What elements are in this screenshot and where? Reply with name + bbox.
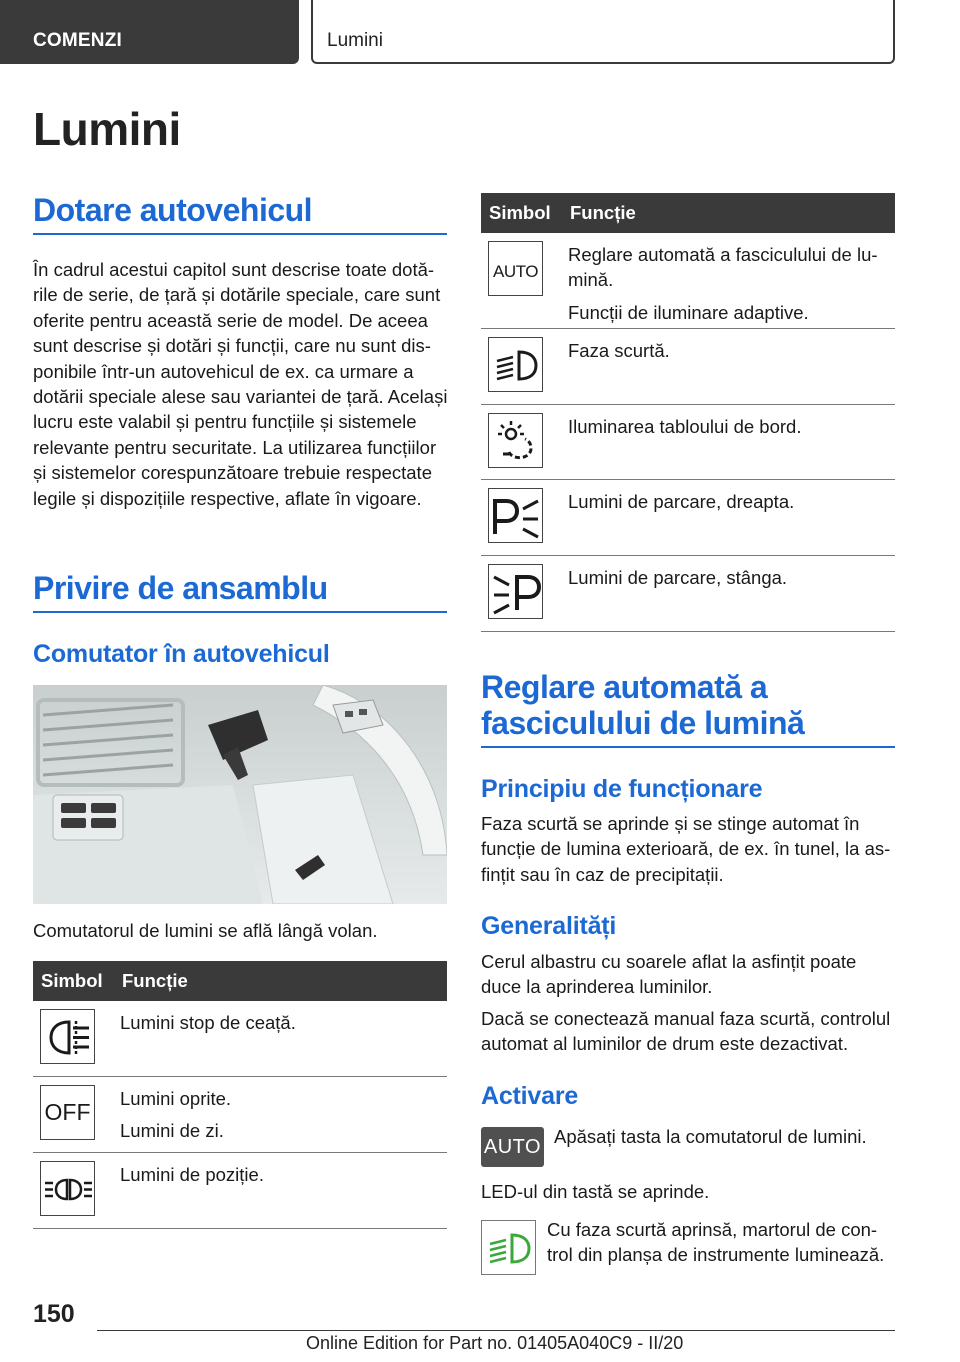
section-title-reglare: Reglare automată a fasciculului de lumină: [481, 669, 805, 741]
section-title-privire: Privire de ansamblu: [33, 570, 328, 606]
table-row: [33, 1076, 447, 1152]
activare-paragraph-3: Cu faza scurtă aprinsă, martorul de control din planșa de instrumente luminează.: [547, 1219, 885, 1266]
function-text: Faza scurtă.: [568, 339, 670, 361]
function-text: Reglare automată a fasciculului de lumină.: [568, 244, 878, 291]
subsection-title-generalitati: Generalități: [481, 912, 617, 940]
section-rule: [33, 611, 447, 613]
page-title: Lumini: [33, 103, 181, 155]
auto-button-icon: AUTO: [481, 1127, 544, 1167]
function-text: Lumini de parcare, stânga.: [568, 566, 788, 588]
function-text: Lumini oprite.: [120, 1087, 232, 1109]
col-header-function: Funcție: [562, 193, 895, 233]
function-text: Lumini de parcare, dreapta.: [568, 490, 795, 512]
table-header-row: [481, 193, 895, 233]
dashboard-lighting-icon: [488, 413, 543, 468]
col-header-function: Funcție: [114, 961, 447, 1001]
subsection-title-comutator: Comutator în autovehicul: [33, 640, 330, 668]
function-text: Lumini stop de ceață.: [120, 1012, 296, 1033]
function-text: Lumini de poziție.: [120, 1163, 264, 1185]
table-row: [481, 479, 895, 555]
parking-light-right-icon: [488, 488, 543, 543]
table-row: [33, 1152, 447, 1228]
header-section-tab: [0, 0, 299, 64]
col-header-symbol: Simbol: [481, 193, 562, 233]
low-beam-indicator-icon: [481, 1220, 536, 1275]
header-chapter-label: Lumini: [327, 30, 383, 51]
photo-caption: Comutatorul de lumini se află lângă volan.: [33, 920, 378, 941]
generalitati-paragraph-1: Cerul albastru cu soarele aflat la asfințit poate duce la aprinderea luminilor.: [481, 951, 857, 998]
page-number: 150: [33, 1300, 75, 1328]
table-row: [481, 328, 895, 404]
subsection-title-principiu: Principiu de funcționare: [481, 775, 763, 803]
activare-paragraph-1: Apăsați tasta la comutatorul de lumini.: [554, 1126, 867, 1147]
function-text: Funcții de iluminare adaptive.: [568, 301, 809, 323]
section-rule: [33, 233, 447, 235]
header-chapter-tab: [311, 0, 895, 64]
auto-light-icon: AUTO: [488, 241, 543, 296]
low-beam-icon: [488, 337, 543, 392]
section-title-dotare: Dotare autovehicul: [33, 192, 313, 228]
function-text: Lumini de zi.: [120, 1119, 224, 1141]
dotare-paragraph: În cadrul acestui capitol sunt descrise toate dotările de serie, de țară și dotările speciale, care sunt oferite pentru această serie de model. De aceea sunt descrise și dotări și funcții, care nu sunt disponibile într-un autovehicul de ex. ca urmare a dotării speciale alese sau variantei de țară. Același lucru este valabil și pentru funcțiile și sistemele relevante pentru securitate. La utilizarea funcțiilor și sistemelor corespunzătoare trebuie respectate legile și dispozițiile respective, aflate în vigoare.: [33, 259, 448, 509]
position-lights-icon: [40, 1161, 95, 1216]
table-header-row: [33, 961, 447, 1001]
activare-paragraph-2: LED-ul din tastă se aprinde.: [481, 1181, 710, 1202]
symbol-table-left: [33, 961, 447, 1229]
symbol-table-right: [481, 193, 895, 632]
parking-light-left-icon: [488, 564, 543, 619]
rear-fog-light-icon: [40, 1009, 95, 1064]
generalitati-paragraph-2: Dacă se conectează manual faza scurtă, controlul automat al luminilor de drum este dezactivat.: [481, 1008, 891, 1055]
col-header-symbol: Simbol: [33, 961, 114, 1001]
header-section-label: COMENZI: [33, 30, 123, 51]
subsection-title-activare: Activare: [481, 1082, 579, 1110]
table-row: [481, 555, 895, 631]
table-row: [481, 233, 895, 328]
table-row: [33, 1001, 447, 1076]
table-row: [481, 404, 895, 479]
off-icon: OFF: [40, 1085, 95, 1140]
footer-edition: Online Edition for Part no. 01405A040C9 - II/20: [306, 1333, 684, 1353]
principiu-paragraph: Faza scurtă se aprinde și se stinge automat în funcție de lumina exterioară, de ex. în tunel, la asfințit sau în caz de precipitații.: [481, 813, 891, 885]
section-rule: [481, 746, 895, 748]
footer-rule: [97, 1330, 895, 1331]
function-text: Iluminarea tabloului de bord.: [568, 415, 802, 437]
light-switch-photo: [33, 685, 447, 904]
